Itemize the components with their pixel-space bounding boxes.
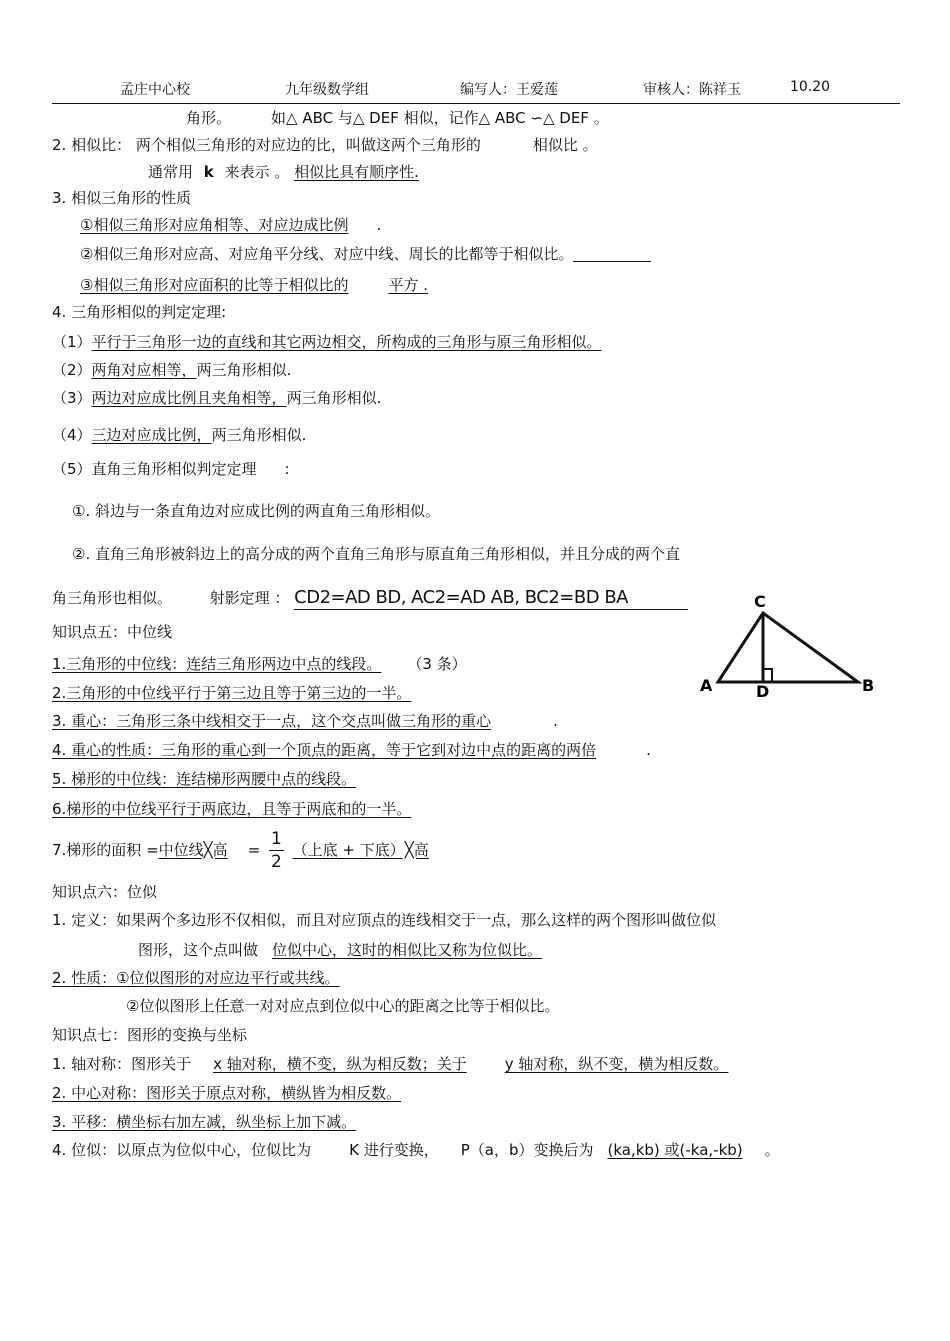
line-similar-notation xyxy=(186,108,609,128)
text: 如△ ABC 与△ DEF 相似，记作△ ABC ∽△ DEF 。 xyxy=(271,109,609,127)
answer-underlined: ③相似三角形对应面积的比等于相似比的 xyxy=(80,276,349,294)
text: 2. 相似比： 两个相似三角形的对应边的比，叫做这两个三角形的 xyxy=(52,136,481,154)
answer-underlined: 两角对应相等， xyxy=(91,361,197,379)
right-triangle-criterion-1: ①. 斜边与一条直角边对应成比例的两直角三角形相似。 xyxy=(72,502,440,520)
text: （1） xyxy=(52,333,92,351)
text: 两三角形相似. xyxy=(286,389,382,407)
trapezoid-midline-property xyxy=(52,799,451,819)
answer-underlined: (ka,kb) 或(-ka,-kb) xyxy=(607,1141,743,1159)
criterion-1 xyxy=(52,332,602,352)
label-d: D xyxy=(756,682,770,700)
axis-symmetry xyxy=(52,1054,740,1074)
triangle-abc xyxy=(718,613,858,682)
text: 两三角形相似. xyxy=(196,361,292,379)
section-title-homothety: 知识点六：位似 xyxy=(52,883,158,901)
answer-underlined: 2. 性质：①位似图形的对应边平行或共线。 xyxy=(52,969,340,987)
answer-underlined: 相似比具有顺序性. xyxy=(294,163,419,181)
text: 通常用 xyxy=(148,163,194,181)
label-b: B xyxy=(862,676,875,695)
text: （4） xyxy=(52,426,92,444)
line-k-notation xyxy=(148,162,455,182)
text: 7.梯形的面积 = xyxy=(52,841,159,859)
text: . xyxy=(646,741,651,759)
property-2 xyxy=(80,244,651,264)
header-school: 孟庄中心校 xyxy=(120,82,190,98)
trapezoid-midline xyxy=(52,769,356,789)
text: 角形。 xyxy=(186,109,232,127)
answer-underlined: 5. 梯形的中位线：连结梯形两腰中点的线段。 xyxy=(52,770,357,788)
text: （3） xyxy=(52,389,92,407)
text: 来表示 。 xyxy=(224,163,290,181)
text: ②相似三角形对应高、对应角平分线、对应中线、周长的比都等于相似比。 xyxy=(80,245,574,263)
answer-underlined: 6.梯形的中位线平行于两底边，且等于两底和的一半。 xyxy=(52,800,412,818)
criterion-3 xyxy=(52,388,381,408)
answer-underlined: ①相似三角形对应角相等、对应边成比例 xyxy=(80,216,349,234)
answer-underlined: y 轴对称，纵不变，横为相反数。 xyxy=(504,1055,729,1073)
right-triangle-figure xyxy=(696,585,886,700)
answer-underlined: 三边对应成比例， xyxy=(91,426,212,444)
homothety-definition-cont xyxy=(138,940,554,960)
section-title-properties: 3. 相似三角形的性质 xyxy=(52,189,192,207)
fraction-numerator: 1 xyxy=(271,829,282,849)
answer-underlined: 位似中心 xyxy=(272,941,333,959)
k-symbol: k xyxy=(203,163,214,181)
homothety-coordinates xyxy=(52,1140,780,1160)
answer-underlined: 1.三角形的中位线：连结三角形两边中点的线段。 xyxy=(52,655,382,673)
answer-underlined: 平行于三角形一边的直线和其它两边相交，所构成的三角形与原三角形相似。 xyxy=(91,333,602,351)
homothety-property-2: ②位似图形上任意一对对应点到位似中心的距离之比等于相似比。 xyxy=(126,997,560,1015)
text: 1. 轴对称：图形关于 xyxy=(52,1055,192,1073)
criterion-4 xyxy=(52,425,306,445)
answer-underlined: 3. 平移：横坐标右加左减，纵坐标上加下减。 xyxy=(52,1113,357,1131)
text: （3 条） xyxy=(407,655,467,673)
text: : xyxy=(284,460,290,478)
fraction-denominator: 2 xyxy=(271,852,282,872)
answer-underlined: （上底 + 下底）╳高 xyxy=(292,841,429,859)
header-reviewer: 审核人：陈祥玉 xyxy=(643,82,741,98)
projection-theorem-line xyxy=(52,588,688,610)
translation xyxy=(52,1112,364,1132)
homothety-definition: 1. 定义：如果两个多边形不仅相似，而且对应顶点的连线相交于一点，那么这样的两个图形叫做位似 xyxy=(52,911,717,929)
property-1 xyxy=(80,215,381,235)
text: 。 xyxy=(764,1141,780,1159)
answer-underlined: 两边对应成比例且夹角相等， xyxy=(91,389,287,407)
text: （5）直角三角形相似判定定理 xyxy=(52,460,257,478)
section-title-midline: 知识点五：中位线 xyxy=(52,623,173,641)
fraction-one-half xyxy=(269,828,284,873)
criterion-5 xyxy=(52,459,290,479)
header-author: 编写人：王爱莲 xyxy=(460,82,558,98)
text: 4. 位似：以原点为位似中心，位似比为 xyxy=(52,1141,312,1159)
answer-underlined: 平方 . xyxy=(388,276,428,294)
answer-underlined: x 轴对称，横不变，纵为相反数；关于 xyxy=(213,1055,467,1073)
answer-underlined: 3. 重心：三角形三条中线相交于一点，这个交点叫做三角形的重心 xyxy=(52,712,492,730)
header-group: 九年级数学组 xyxy=(285,82,369,98)
text: 图形，这个点叫做 xyxy=(138,941,259,959)
answer-underlined: 2. 中心对称：图形关于原点对称，横纵皆为相反数。 xyxy=(52,1084,402,1102)
text: （2） xyxy=(52,361,92,379)
text: . xyxy=(376,216,382,234)
answer-underlined: 中位线╳高 xyxy=(158,841,228,859)
centroid-property xyxy=(52,740,651,760)
midline-1 xyxy=(52,654,467,674)
answer-underlined: ，这时的相似比又称为位似比。 xyxy=(332,941,543,959)
section-title-transform: 知识点七：图形的变换与坐标 xyxy=(52,1026,248,1044)
section-title-criteria: 4. 三角形相似的判定定理: xyxy=(52,303,227,321)
text: 相似比 。 xyxy=(532,136,598,154)
answer-underlined: 2.三角形的中位线平行于第三边且等于第三边的一半。 xyxy=(52,684,412,702)
centroid-definition xyxy=(52,711,558,731)
line-similarity-ratio xyxy=(52,135,598,155)
right-triangle-criterion-2: ②. 直角三角形被斜边上的高分成的两个直角三角形与原直角三角形相似，并且分成的两个直 xyxy=(72,545,680,563)
trapezoid-area-formula xyxy=(52,826,429,874)
text: P（a，b）变换后为 xyxy=(460,1141,594,1159)
text: 射影定理 ： xyxy=(209,589,290,607)
text: 两三角形相似. xyxy=(211,426,307,444)
property-3 xyxy=(80,275,428,295)
central-symmetry xyxy=(52,1083,437,1103)
label-c: C xyxy=(754,592,766,611)
blank-line xyxy=(573,246,651,262)
text: 角三角形也相似。 xyxy=(52,589,173,607)
midline-2 xyxy=(52,683,451,703)
projection-theorem-formula: CD2=AD BD, AC2=AD AB, BC2=BD BA xyxy=(294,587,628,608)
text: = xyxy=(247,841,261,859)
header-date: 10.20 xyxy=(790,79,831,95)
text: K 进行变换， xyxy=(349,1141,439,1159)
homothety-property-1 xyxy=(52,968,388,988)
label-a: A xyxy=(700,676,713,695)
text: . xyxy=(553,712,558,730)
answer-underlined: 4. 重心的性质：三角形的重心到一个顶点的距离，等于它到对边中点的距离的两倍 xyxy=(52,741,597,759)
criterion-2 xyxy=(52,360,291,380)
header-rule xyxy=(52,103,900,104)
